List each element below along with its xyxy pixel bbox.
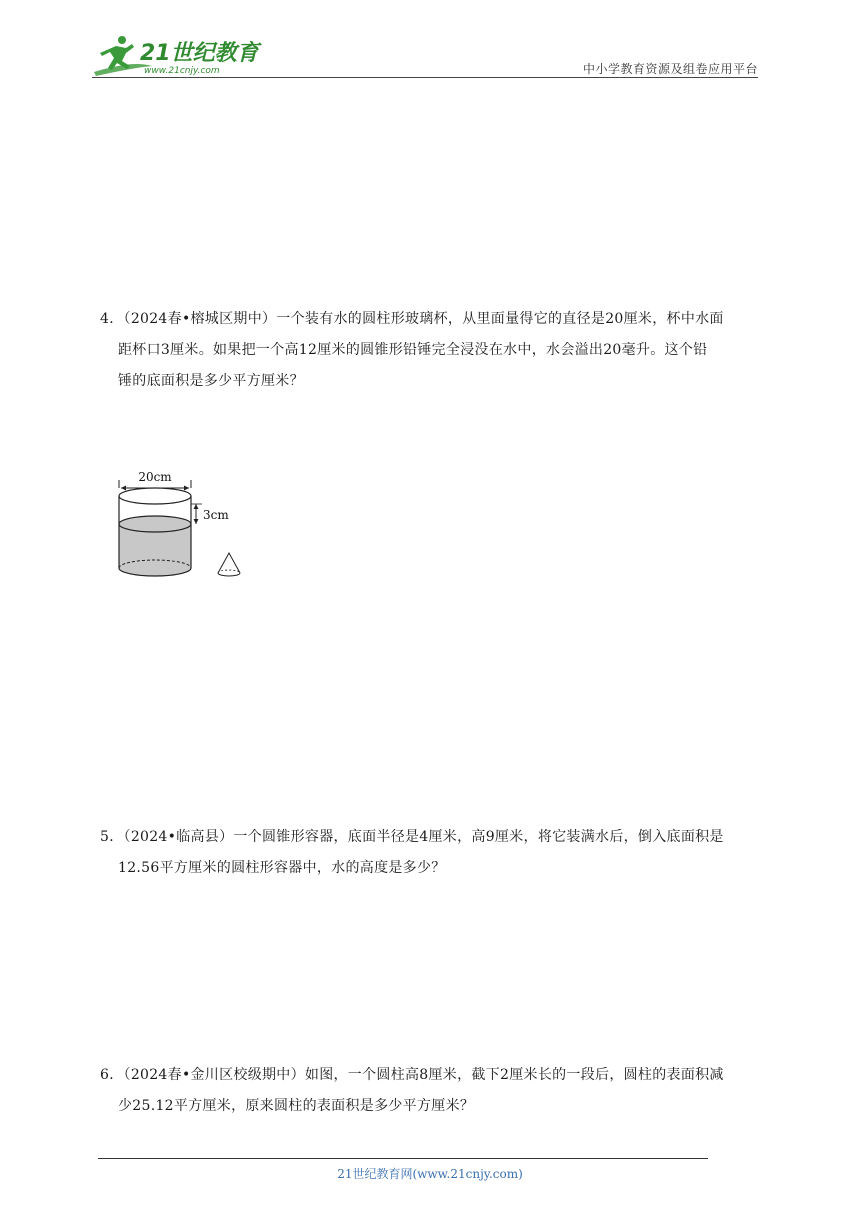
header-tagline: 中小学教育资源及组卷应用平台 xyxy=(582,62,758,76)
question-5 xyxy=(100,822,766,884)
header-divider xyxy=(92,77,758,78)
footer-link[interactable]: 21世纪教育网(www.21cnjy.com) xyxy=(337,1167,523,1181)
water-surface xyxy=(119,516,191,532)
page-header xyxy=(92,30,758,80)
question-number: 6． xyxy=(100,1067,124,1083)
footer-divider xyxy=(98,1158,708,1159)
diameter-label: 20cm xyxy=(138,470,172,484)
cone-shape xyxy=(218,553,240,576)
question-6 xyxy=(100,1060,766,1122)
question-line: 锤的底面积是多少平方厘米？ xyxy=(118,373,304,389)
cylinder-cone-figure xyxy=(110,462,250,588)
question-number: 4． xyxy=(100,311,124,327)
question-line: 12.56平方厘米的圆柱形容器中，水的高度是多少？ xyxy=(118,860,446,876)
gap-label: 3cm xyxy=(203,508,229,522)
cylinder-top-rim xyxy=(119,488,191,504)
question-line: （2024春•金川区校级期中）如图，一个圆柱高8厘米，截下2厘米长的一段后，圆柱的表面积减 xyxy=(123,1067,724,1083)
question-number: 5． xyxy=(100,829,124,845)
logo-title: 21世纪教育 xyxy=(140,41,259,66)
logo-url: www.21cnjy.com xyxy=(144,66,220,76)
question-line: 距杯口3厘米。如果把一个高12厘米的圆锥形铅锤完全浸没在水中，水会溢出20毫升。这个铅 xyxy=(118,342,708,358)
question-line: （2024•临高县）一个圆锥形容器，底面半径是4厘米，高9厘米，将它装满水后，倒入底面积是 xyxy=(123,829,724,845)
question-line: （2024春•榕城区期中）一个装有水的圆柱形玻璃杯，从里面量得它的直径是20厘米，杯中水面 xyxy=(123,311,724,327)
site-logo xyxy=(92,30,262,78)
question-line: 少25.12平方厘米，原来圆柱的表面积是多少平方厘米？ xyxy=(118,1098,475,1114)
question-4 xyxy=(100,304,766,397)
